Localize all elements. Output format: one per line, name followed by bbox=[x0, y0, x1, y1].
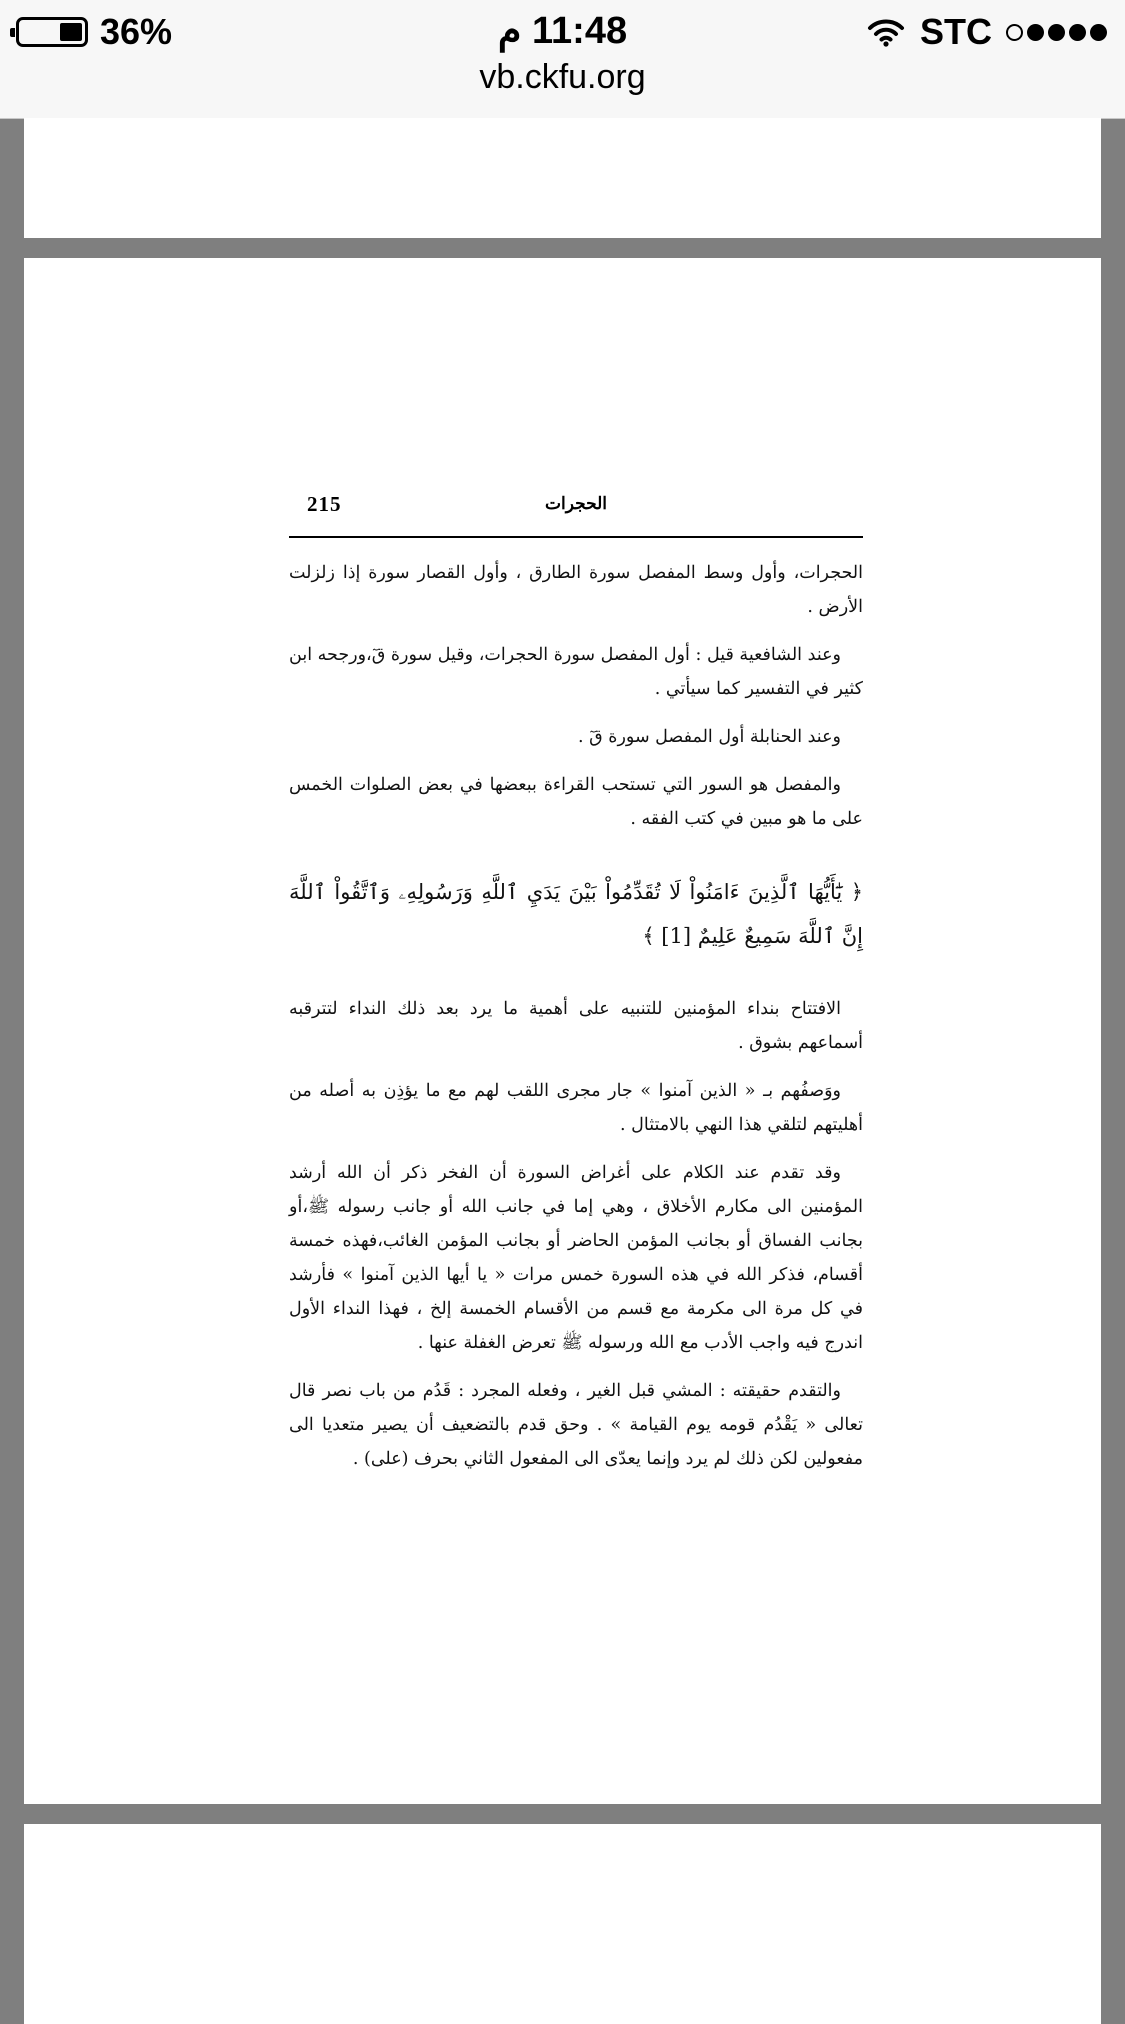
signal-dot bbox=[1027, 24, 1044, 41]
next-page bbox=[24, 1824, 1101, 2024]
signal-dot bbox=[1006, 24, 1023, 41]
battery-percent: 36% bbox=[100, 11, 173, 52]
paragraph: وقد تقدم عند الكلام على أغراض السورة أن الفخر ذكر أن الله أرشد المؤمنين الى مكارم الأخلاق ، وهي إما في جانب الله أو جانب رسوله ﷺ،أو بجانب الفساق أو بجانب المؤمن الحاضر أو بجانب المؤمن الغائب،فهذه خمسة أقسام، فذكر الله في هذه السورة خمس مرات « يا أيها الذين آمنوا » فأرشد في كل مرة الى مكرمة مع قسم من الأقسام الخمسة إلخ ، فهذا النداء الأول اندرج فيه واجب الأدب مع الله ورسوله ﷺ تعرض الغفلة عنها . bbox=[289, 1163, 863, 1353]
paragraph: ووَصفُهم بـ « الذين آمنوا » جار مجرى اللقب لهم مع ما يؤذِن به أصله من أهليتهم لتلقي هذا النهي بالامتثال . bbox=[289, 1081, 863, 1135]
page-number: 215 bbox=[307, 492, 342, 516]
page-body bbox=[289, 556, 863, 1490]
paragraph: الافتتاح بنداء المؤمنين للتنبيه على أهمية ما يرد بعد ذلك النداء لتترقبه أسماعهم بشوق . bbox=[289, 999, 863, 1053]
quran-verse: ﴿ يَٰٓأَيُّهَا ٱلَّذِينَ ءَامَنُواْ لَا تُقَدِّمُواْ بَيْنَ يَدَيِ ٱللَّهِ وَرَسُولِهِۦ وَٱتَّقُواْ ٱللَّهَ إِنَّ ٱللَّهَ سَمِيعٌ عَلِيمٌ [1] ﴾ bbox=[289, 880, 863, 948]
paragraph: الحجرات، وأول وسط المفصل سورة الطارق ، وأول القصار سورة إذا زلزلت الأرض . bbox=[289, 563, 863, 617]
paragraph: والمفصل هو السور التي تستحب القراءة ببعضها في بعض الصلوات الخمس على ما هو مبين في كتب الفقه . bbox=[289, 775, 863, 829]
paragraph: والتقدم حقيقته : المشي قبل الغير ، وفعله المجرد : قَدُم من باب نصر قال تعالى « يَقْدُم قومه يوم القيامة » . وحق قدم بالتضعيف أن يصير متعديا الى مفعولين لكن ذلك لم يرد وإنما يعدّى الى المفعول الثاني بحرف (على) . bbox=[289, 1381, 863, 1469]
signal-dot bbox=[1090, 24, 1107, 41]
carrier-name: STC bbox=[920, 11, 992, 52]
signal-dot bbox=[1069, 24, 1086, 41]
status-bar bbox=[0, 0, 1125, 62]
paragraph: وعند الحنابلة أول المفصل سورة قٓ . bbox=[578, 727, 841, 747]
previous-page bbox=[24, 118, 1101, 238]
signal-dot bbox=[1048, 24, 1065, 41]
document-page bbox=[24, 258, 1101, 1804]
paragraph: وعند الشافعية قيل : أول المفصل سورة الحجرات، وقيل سورة قٓ،ورجحه ابن كثير في التفسير كما سيأتي . bbox=[289, 645, 863, 699]
wifi-icon bbox=[866, 17, 906, 47]
running-header bbox=[289, 490, 863, 538]
address-bar-url[interactable]: vb.ckfu.org bbox=[479, 58, 646, 96]
running-title: الحجرات bbox=[545, 494, 607, 514]
network-indicator bbox=[866, 12, 1107, 52]
browser-top-bar bbox=[0, 0, 1125, 119]
status-time: 11:48 م bbox=[497, 10, 628, 52]
signal-strength-icon bbox=[1002, 24, 1107, 41]
